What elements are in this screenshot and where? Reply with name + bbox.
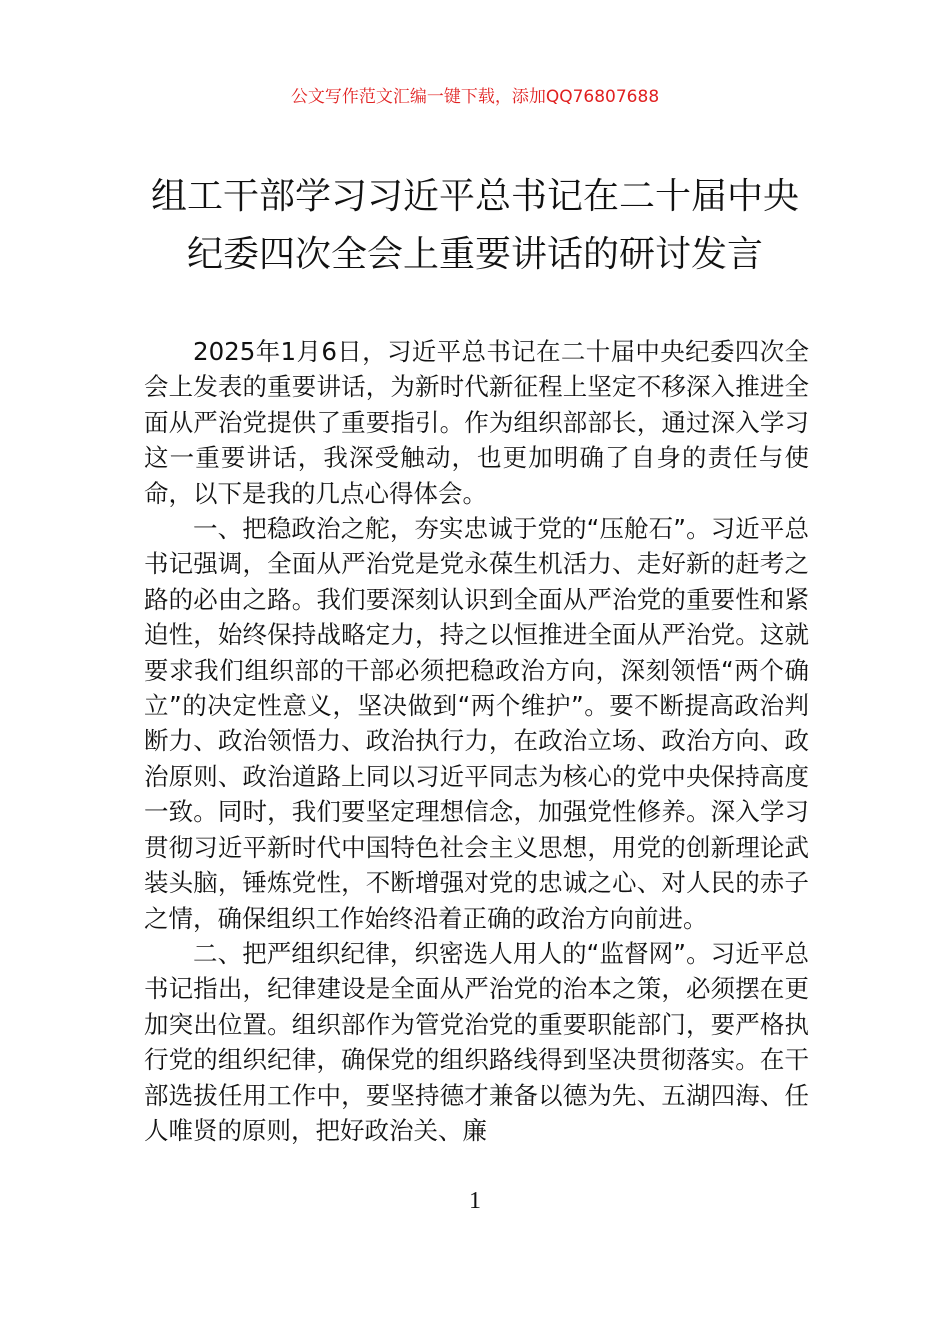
document-title [100, 168, 850, 284]
paragraph-section-1: 一、把稳政治之舵，夯实忠诚于党的“压舱石”。习近平总书记强调，全面从严治党是党永葆生机活力、走好新的赶考之路的必由之路。我们要深刻认识到全面从严治党的重要性和紧迫性，始终保持战略定力，持之以恒推进全面从严治党。这就要求我们组织部的干部必须把稳政治方向，深刻领悟“两个确立”的决定性意义，坚决做到“两个维护”。要不断提高政治判断力、政治领悟力、政治执行力，在政治立场、政治方向、政治原则、政治道路上同以习近平同志为核心的党中央保持高度一致。同时，我们要坚定理想信念，加强党性修养。深入学习贯彻习近平新时代中国特色社会主义思想，用党的创新理论武装头脑，锤炼党性，不断增强对党的忠诚之心、对人民的赤子之情，确保组织工作始终沿着正确的政治方向前进。 [144, 514, 809, 933]
paragraph-intro: 2025年1月6日，习近平总书记在二十届中央纪委四次全会上发表的重要讲话，为新时代新征程上坚定不移深入推进全面从严治党提供了重要指引。作为组织部部长，通过深入学习这一重要讲话，我深受触动，也更加明确了自身的责任与使命，以下是我的几点心得体会。 [144, 337, 809, 508]
title-line-1: 组工干部学习习近平总书记在二十届中央 [150, 176, 799, 217]
paragraph-section-2: 二、把严组织纪律，织密选人用人的“监督网”。习近平总书记指出，纪律建设是全面从严治党的治本之策，必须摆在更加突出位置。组织部作为管党治党的重要职能部门，要严格执行党的组织纪律，确保党的组织路线得到坚决贯彻落实。在干部选拔任用工作中，要坚持德才兼备以德为先、五湖四海、任人唯贤的原则，把好政治关、廉 [144, 938, 809, 1145]
document-body [144, 334, 809, 1148]
page-number: 1 [469, 1188, 481, 1214]
title-line-2: 纪委四次全会上重要讲话的研讨发言 [186, 234, 763, 275]
download-banner: 公文写作范文汇编一键下载，添加QQ76807688 [290, 87, 660, 107]
